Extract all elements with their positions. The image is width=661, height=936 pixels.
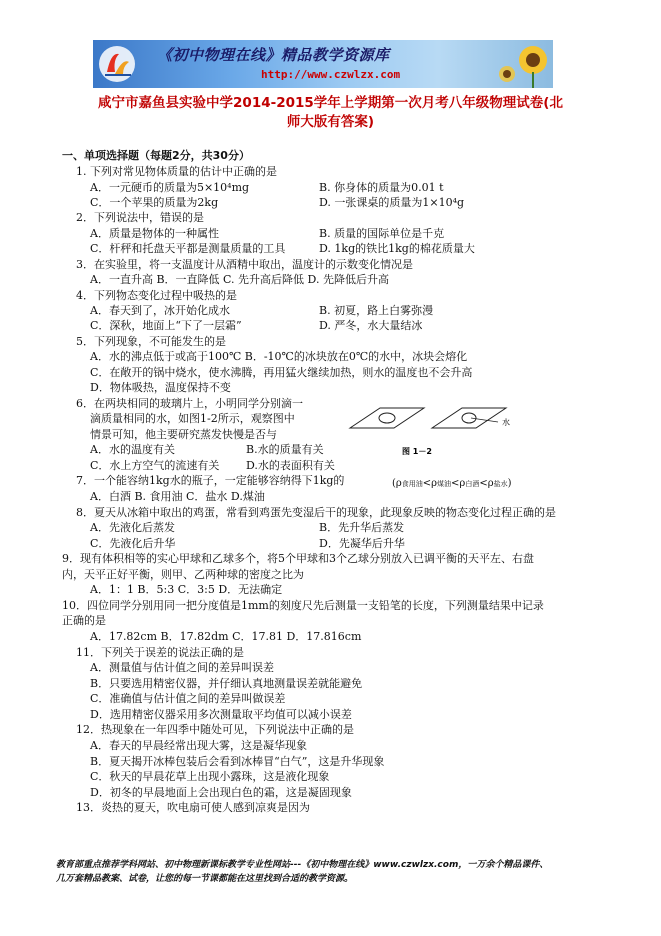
question-line-q12d: D．初冬的早晨地面上会出现白色的霜，这是凝固现象 (90, 786, 352, 799)
question-line-q11c: C．准确值与估计值之间的差异叫做误差 (90, 692, 286, 705)
question-line-q6od: D.水的表面积有关 (246, 459, 335, 472)
question-line-q12c: C．秋天的早晨花草上出现小露珠，这是液化现象 (90, 770, 330, 783)
question-line-q2d: D. 1kg的铁比1kg的棉花质量大 (319, 242, 475, 255)
question-line-q11d: D．选用精密仪器采用多次测量取平均值可以减小误差 (90, 708, 352, 721)
question-line-q6a: 6．在两块相同的玻璃片上，小明同学分别滴一 (76, 397, 303, 410)
question-line-q11b: B．只要选用精密仪器，并仔细认真地测量误差就能避免 (90, 677, 363, 690)
header-banner (93, 40, 553, 88)
question-line-q4b: B. 初夏，路上白雾弥漫 (319, 304, 434, 317)
question-line-q4: 4．下列物态变化过程中吸热的是 (76, 289, 237, 302)
question-line-q5c: C．在敞开的锅中烧水，使水沸腾，再用猛火继续加热，则水的温度也不会升高 (90, 366, 473, 379)
question-line-q2b: B. 质量的国际单位是千克 (319, 227, 445, 240)
question-line-q8: 8．夏天从冰箱中取出的鸡蛋，常看到鸡蛋先变湿后干的现象，此现象反映的物态变化过程正确的是 (76, 506, 556, 519)
question-line-q5: 5．下列现象，不可能发生的是 (76, 335, 226, 348)
question-line-q13: 13．炎热的夏天，吹电扇可使人感到凉爽是因为 (76, 801, 310, 814)
site-logo-icon (97, 44, 137, 84)
question-line-q11a: A．测量值与估计值之间的差异叫误差 (90, 661, 274, 674)
question-line-q11: 11．下列关于误差的说法正确的是 (76, 646, 244, 659)
question-line-q6ob: B.水的质量有关 (246, 443, 324, 456)
question-line-q4a: A．春天到了，冰开始化成水 (90, 304, 230, 317)
question-line-q10a: 10．四位同学分别用同一把分度值是1mm的刻度尺先后测量一支铅笔的长度，下列测量结果中记录 (62, 599, 544, 612)
question-line-q4d: D. 严冬，水大量结冰 (319, 319, 423, 332)
water-label: 水 (502, 418, 510, 427)
question-line-q10b: 正确的是 (62, 614, 106, 627)
question-line-q3o: A．一直升高 B．一直降低 C. 先升高后降低 D. 先降低后升高 (90, 273, 389, 286)
figure-1-2 (340, 400, 520, 466)
sunflower-icon (493, 40, 553, 88)
footer-line-2: 几万套精品教案、试卷，让您的每一节课都能在这里找到合适的教学资源。 (56, 874, 354, 884)
question-line-q12: 12．热现象在一年四季中随处可见，下列说法中正确的是 (76, 723, 354, 736)
question-line-q12a: A．春天的早晨经常出现大雾，这是凝华现象 (90, 739, 307, 752)
question-line-q12b: B．夏天揭开冰棒包装后会看到冰棒冒“白气”，这是升华现象 (90, 755, 385, 768)
figure-caption: 图 1－2 (402, 447, 432, 456)
question-line-q4c: C．深秋，地面上“下了一层霜” (90, 319, 242, 332)
question-line-q1d: D. 一张课桌的质量为1×10⁴g (319, 196, 465, 209)
question-line-q8d: D．先凝华后升华 (319, 537, 405, 550)
question-line-q9b: 内，天平正好平衡，则甲、乙两种球的密度之比为 (62, 568, 304, 581)
question-line-q8a: A．先液化后蒸发 (90, 521, 175, 534)
question-line-q9a: 9．现有体积相等的实心甲球和乙球多个，将5个甲球和3个乙球分别放入已调平衡的天平左、右盘 (62, 552, 534, 565)
title-line-1: 咸宁市嘉鱼县实验中学2014-2015学年上学期第一次月考八年级物理试卷(北 (98, 95, 563, 111)
title-line-2: 师大版有答案) (286, 114, 375, 130)
q7-density-note: (ρ食用油<ρ煤油<ρ白酒<ρ盐水) (392, 478, 512, 489)
question-line-q6oa: A．水的温度有关 (90, 443, 175, 456)
document-title (20, 94, 641, 132)
question-line-q7: 7．一个能容纳1kg水的瓶子，一定能够容纳得下1kg的 (76, 474, 345, 487)
question-line-q1a: A．一元硬币的质量为5×10⁴mg (90, 181, 250, 194)
footer-line-1: 教育部重点推荐学科网站、初中物理新课标教学专业性网站---《初中物理在线》www.czwlzx.com，一万余个精品课件、 (56, 860, 549, 870)
banner-url[interactable]: http://www.czwlzx.com (261, 68, 401, 81)
question-line-q5a: A．水的沸点低于或高于100℃ B．-10℃的冰块放在0℃的水中，冰块会熔化 (90, 350, 468, 363)
question-line-q9o: A．1：1 B．5:3 C．3:5 D．无法确定 (90, 583, 283, 596)
question-line-q2c: C．杆秤和托盘天平都是测量质量的工具 (90, 242, 286, 255)
glass-plate-left (350, 408, 424, 428)
page-footer (56, 858, 616, 886)
question-line-q1c: C．一个苹果的质量为2kg (90, 196, 219, 209)
banner-title: 《初中物理在线》精品教学资源库 (157, 46, 390, 64)
question-line-q6b: 滴质量相同的水，如图1-2所示，观察图中 (90, 412, 295, 425)
question-line-q8b: B．先升华后蒸发 (319, 521, 405, 534)
question-line-q1b: B. 你身体的质量为0.01 t (319, 181, 444, 194)
question-line-q6c: 情景可知，他主要研究蒸发快慢是否与 (90, 428, 277, 441)
question-line-q2: 2．下列说法中，错误的是 (76, 211, 204, 224)
question-line-q7o: A．白酒 B. 食用油 C．盐水 D.煤油 (90, 490, 265, 503)
question-line-q6oc: C．水上方空气的流速有关 (90, 459, 220, 472)
question-line-q5d: D．物体吸热，温度保持不变 (90, 381, 231, 394)
question-line-q10o: A．17.82cm B．17.82dm C．17.81 D．17.816cm (90, 630, 362, 643)
question-line-q8c: C．先液化后升华 (90, 537, 176, 550)
question-line-q2a: A．质量是物体的一种属性 (90, 227, 219, 240)
glass-plate-right (432, 408, 506, 428)
question-line-q3: 3．在实验里，将一支温度计从酒精中取出，温度计的示数变化情况是 (76, 258, 413, 271)
section-heading: 一、单项选择题（每题2分，共30分） (62, 149, 250, 162)
question-line-q1: 1. 下列对常见物体质量的估计中正确的是 (76, 165, 277, 178)
